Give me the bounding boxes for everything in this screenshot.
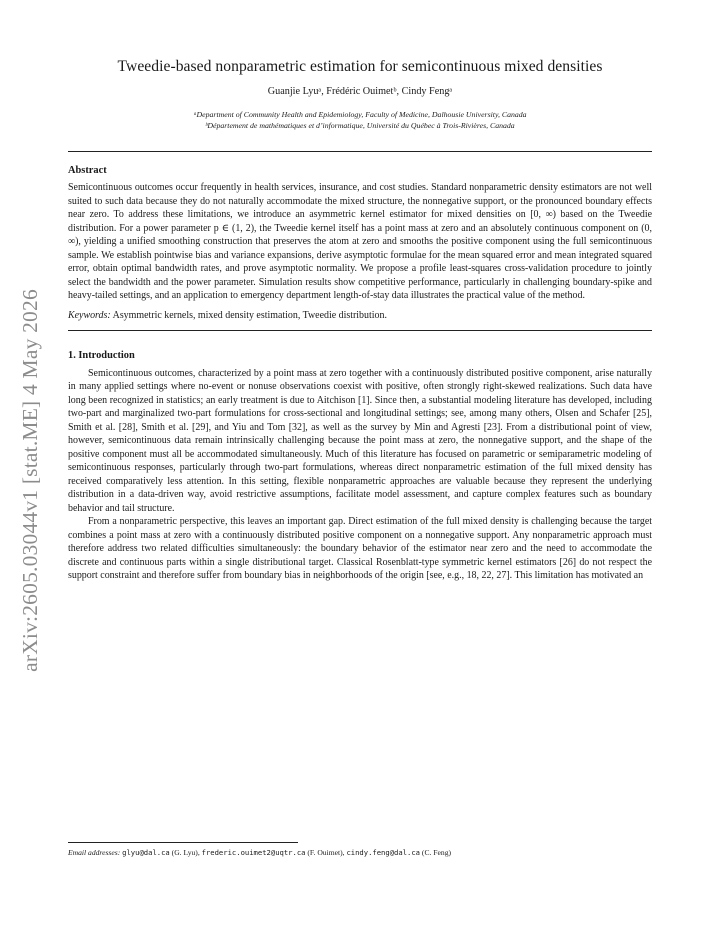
- email-owner-lyu: (G. Lyu),: [169, 848, 202, 857]
- affiliation-b: ᵇDépartement de mathématiques et d’informatique, Université du Québec à Trois-Rivières, Canada: [205, 121, 515, 130]
- affiliation-a: ᵃDepartment of Community Health and Epidemiology, Faculty of Medicine, Dalhousie University, Canada: [193, 110, 527, 119]
- abstract-bottom-rule: [68, 330, 652, 331]
- keywords-text: Asymmetric kernels, mixed density estimation, Tweedie distribution.: [112, 309, 387, 321]
- affiliations: [68, 109, 652, 131]
- email-link-ouimet[interactable]: frederic.ouimet2@uqtr.ca: [201, 848, 306, 857]
- footnote-label: Email addresses:: [68, 848, 121, 857]
- introduction-paragraph-1: Semicontinuous outcomes, characterized by a point mass at zero together with a continuously distributed positive component, arise naturally in many applied settings where no-event or nonuse observations coexist with positive, often strongly right-skewed realizations. Such data have long been recognized in statistics; an early treatment is due to Aitchison [1]. Since then, a substantial modeling literature has developed, including two-part and marginalized two-part formulations for cross-sectional and longitudinal settings; see, among many others, Olsen and Schafer [25], Smith et al. [28], Smith et al. [29], and Yiu and Tom [32], as well as the survey by Min and Agresti [23]. From a distributional point of view, however, semicontinuous data remain intrinsically challenging because the point mass at zero, the nonnegative support, and the shape of the positive component must all be accommodated simultaneously. Much of this literature has focused on parametric or semiparametric modeling of semicontinuous responses, particularly through two-part formulations, whereas direct nonparametric estimation of the full mixed density has received comparatively less attention. In this setting, flexible nonparametric approaches are valuable because they represent the underlying distribution in a data-driven way, avoid restrictive assumptions, facilitate model assessment, and capture complex features such as boundary behavior and tail structure.: [68, 367, 652, 514]
- abstract-heading: Abstract: [68, 165, 107, 176]
- abstract-top-rule: [68, 151, 652, 152]
- footnote-rule: [68, 842, 298, 843]
- email-owner-ouimet: (F. Ouimet),: [305, 848, 347, 857]
- email-link-feng[interactable]: cindy.feng@dal.ca: [346, 848, 421, 857]
- arxiv-identifier-stamp: [10, 160, 50, 800]
- paper-title: Tweedie-based nonparametric estimation for semicontinuous mixed densities: [117, 58, 603, 75]
- introduction-paragraph-2: From a nonparametric perspective, this leaves an important gap. Direct estimation of the full mixed density is challenging because the target combines a point mass at zero with a continuously distributed positive component on a nonnegative support. Any nonparametric approach must therefore address two related difficulties simultaneously: the boundary behavior of the estimator near zero and the need to accommodate the discrete and continuous parts within a single distributional target. Classical Rosenblatt-type symmetric kernel estimators [26] do not respect the support constraint and therefore suffer from boundary bias in neighborhoods of the origin [see, e.g., 18, 22, 27]. This limitation has motivated an: [68, 516, 652, 581]
- abstract-text: Semicontinuous outcomes occur frequently in health services, insurance, and cost studies. Standard nonparametric density estimators are not well suited to such data because they do not naturally accommodate the mixed structure, the nonnegative support, or the pronounced boundary effects near zero. To address these limitations, we introduce an asymmetric kernel estimator for mixed densities on [0, ∞) based on the Tweedie distribution. For a power parameter p ∈ (1, 2), the Tweedie kernel itself has a point mass at zero and an absolutely continuous component on (0, ∞), yielding a unified smoothing construction that preserves the atom at zero and smooths the positive component using the full semicontinuous sample. We establish pointwise bias and variance expansions, derive asymptotic formulae for the mean squared error and mean integrated squared error, obtain optimal bandwidth rates, and prove asymptotic normality. We propose a profile least-squares cross-validation procedure to jointly select the bandwidth and the power parameter. Simulation results show competitive performance, particularly in challenging boundary-spike and heavy-tailed settings, and an application to emergency department length-of-stay data illustrates the practical value of the method.: [68, 182, 652, 301]
- arxiv-identifier-text: arXiv:2605.03044v1 [stat.ME] 4 May 2026: [17, 288, 42, 672]
- keywords-label: Keywords:: [68, 309, 111, 321]
- email-footnote: [68, 848, 668, 857]
- author-list: Guanjie Lyuᵃ, Frédéric Ouimetᵇ, Cindy Fengᵃ: [267, 86, 453, 97]
- email-link-lyu[interactable]: glyu@dal.ca: [122, 848, 170, 857]
- email-owner-feng: (C. Feng): [420, 848, 452, 857]
- section-heading-introduction: 1. Introduction: [68, 349, 135, 361]
- paper-content: [68, 58, 652, 583]
- keywords-line: [68, 310, 652, 321]
